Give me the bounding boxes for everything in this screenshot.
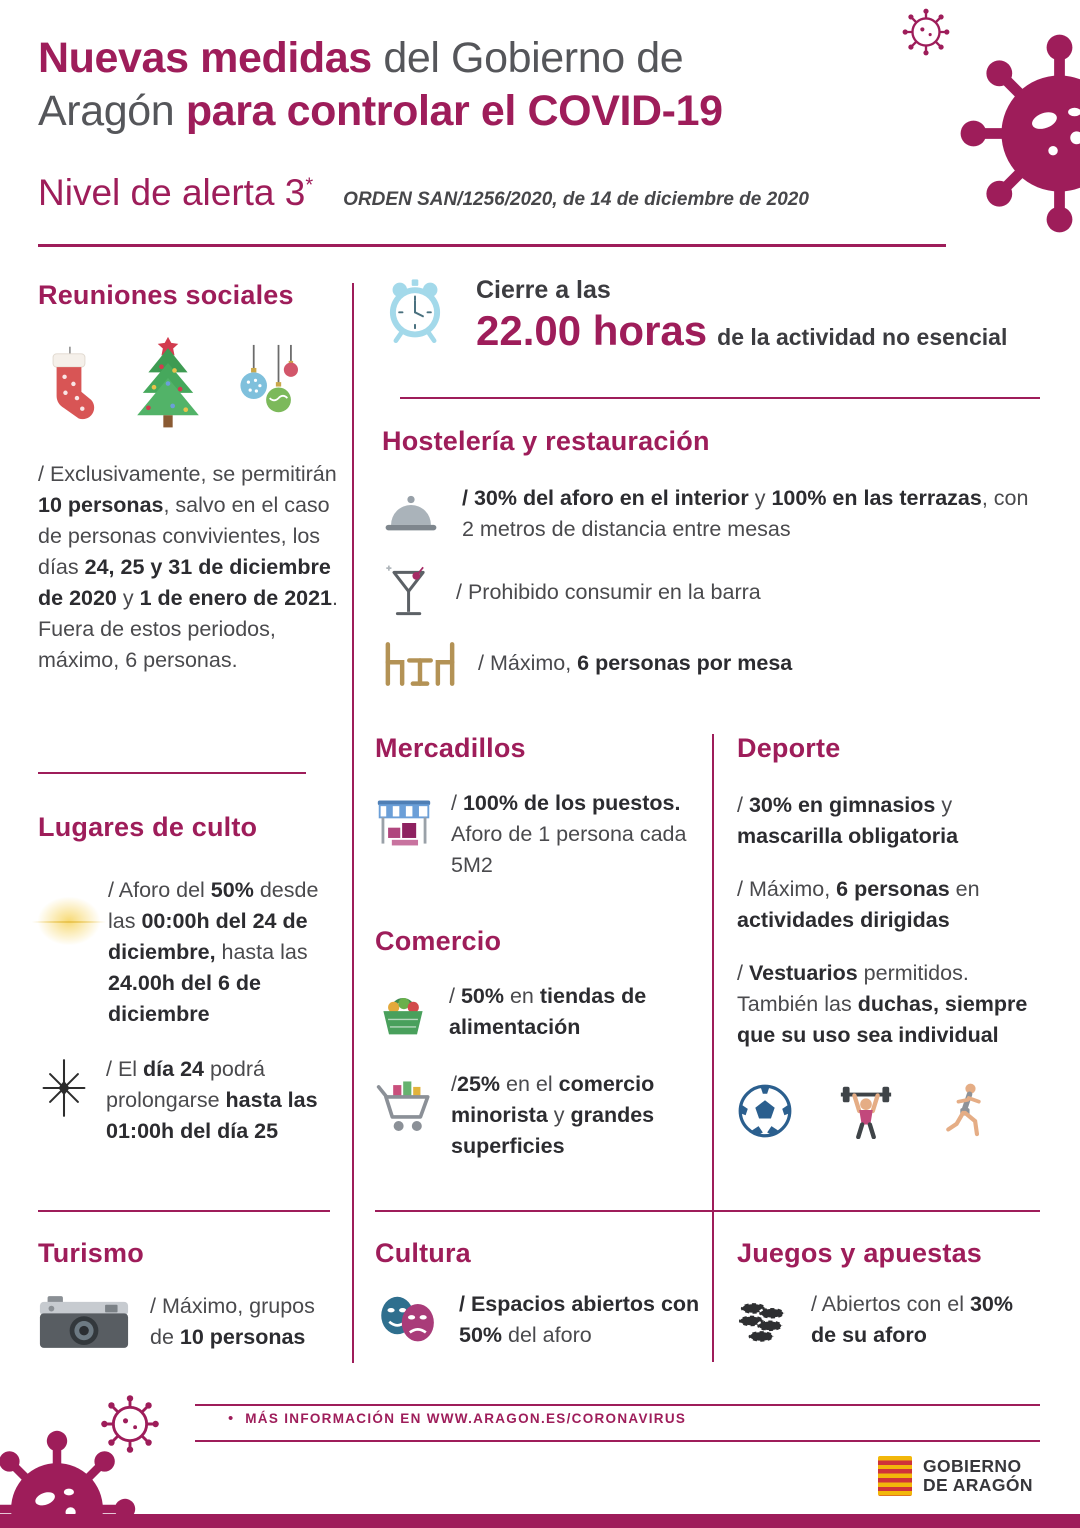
footer-divider-top: [195, 1404, 1040, 1406]
closure-time: 22.00 horas: [476, 307, 708, 354]
running-icon: [939, 1081, 989, 1139]
camera-icon: [38, 1292, 130, 1352]
ornaments-icon: [236, 341, 298, 433]
page-title-line2: [38, 85, 723, 138]
market-stall-icon: [375, 794, 433, 852]
comercio-item-alimentacion: [375, 981, 705, 1043]
footer-message: [245, 1411, 686, 1426]
christmas-icons-row: [38, 331, 338, 433]
section-deporte: [737, 733, 1040, 1139]
aragon-flag-icon: [878, 1456, 912, 1496]
coronavirus-icon: [952, 26, 1080, 241]
footer-info-link[interactable]: WWW.ARAGON.ES/CORONAVIRUS: [426, 1411, 687, 1426]
section-juegos: [737, 1238, 1040, 1351]
theater-masks-icon: [375, 1293, 441, 1347]
hosteleria-barra-text: / Prohibido consumir en la barra: [456, 580, 761, 605]
heading-mercadillos: Mercadillos: [375, 733, 526, 763]
closure-banner: [382, 276, 1042, 355]
title-rest-1: del Gobierno de: [371, 34, 684, 82]
grocery-basket-icon: [375, 984, 431, 1040]
logo-line2: DE ARAGÓN: [923, 1475, 1033, 1495]
christmas-tree-icon: [126, 335, 210, 433]
heading-cultura: Cultura: [375, 1238, 471, 1268]
section-cultura: [375, 1238, 705, 1351]
alert-level-row: [38, 172, 809, 214]
header-divider: [38, 244, 946, 247]
heading-turismo: Turismo: [38, 1238, 144, 1268]
shopping-cart-icon: [375, 1077, 435, 1135]
cloche-icon: [382, 490, 440, 538]
hosteleria-item-barra: [382, 561, 1042, 625]
reuniones-body: / Exclusivamente, se permitirán 10 personas, salvo en el caso de personas convivientes, los días 24, 25 y 31 de diciembre de 2020 y 1 de enero de 2021. Fuera de estos periodos, máximo, 6 personas.: [38, 462, 339, 672]
bottom-accent-bar: [0, 1514, 1080, 1528]
turismo-text: / Máximo, grupos de 10 personas: [150, 1294, 315, 1349]
coronavirus-outline-icon: [900, 6, 952, 58]
footer-divider-bottom: [195, 1440, 1040, 1442]
order-reference: ORDEN SAN/1256/2020, de 14 de diciembre de 2020: [343, 189, 809, 210]
comercio-minorista-text: /25% en el comercio minorista y grandes superficies: [451, 1071, 655, 1158]
logo-line1: GOBIERNO: [923, 1455, 1022, 1476]
title-accent-2: para controlar el COVID-19: [185, 87, 723, 136]
candle-glow-icon: [38, 897, 100, 945]
closure-time-row: [476, 307, 1007, 355]
vertical-divider-left: [352, 283, 354, 1363]
alert-asterisk: *: [305, 174, 314, 197]
mercadillos-text: / 100% de los puestos. Aforo de 1 persona cada 5M2: [451, 791, 687, 877]
heading-comercio: Comercio: [375, 926, 502, 956]
poker-chips-icon: [737, 1293, 791, 1347]
lugares-aforo-text: / Aforo del 50% desde las 00:00h del 24 de diciembre, hasta las 24.00h del 6 de diciembre: [108, 878, 319, 1026]
section-turismo: [38, 1238, 338, 1353]
footer-info-prefix: MÁS INFORMACIÓN EN: [245, 1411, 427, 1426]
footer-bullet: •: [228, 1410, 234, 1427]
alert-level: [38, 172, 313, 214]
turismo-item: [38, 1291, 338, 1353]
weightlifting-icon: [835, 1081, 897, 1139]
lugares-dia24-text: / El día 24 podrá prolongarse hasta las 01:00h del día 25: [106, 1056, 318, 1143]
comercio-alimentacion-text: / 50% en tiendas de alimentación: [449, 984, 647, 1039]
section-lugares-de-culto: [38, 812, 338, 1147]
gobierno-aragon-logo: [878, 1456, 1033, 1496]
left-divider-1: [38, 772, 306, 774]
title-accent-1: Nuevas medidas: [38, 34, 372, 82]
deporte-vestuarios-text: / Vestuarios permitidos. También las duchas, siempre que su uso sea individual: [737, 960, 1028, 1047]
logo-text: [923, 1457, 1033, 1496]
title-dark-2: Aragón: [38, 87, 186, 136]
heading-juegos: Juegos y apuestas: [737, 1238, 983, 1268]
footer-info: [228, 1410, 686, 1427]
banner-divider: [400, 397, 1040, 399]
deporte-gimnasios-text: / 30% en gimnasios y mascarilla obligatoria: [737, 793, 959, 848]
mercadillos-item: [375, 788, 705, 881]
hosteleria-item-aforo: [382, 483, 1042, 545]
section-reuniones-sociales: [38, 280, 338, 676]
section-mercadillos: [375, 733, 705, 881]
hosteleria-item-mesa: [382, 639, 1042, 689]
left-divider-2: [38, 1210, 330, 1212]
heading-deporte: Deporte: [737, 733, 841, 763]
star-icon: [38, 1058, 90, 1118]
alarm-clock-icon: [382, 276, 448, 346]
heading-lugares-de-culto: Lugares de culto: [38, 812, 258, 842]
page-title-line1: [38, 32, 723, 85]
juegos-text: / Abiertos con el 30% de su aforo: [811, 1292, 1013, 1347]
lugares-item-dia24: [38, 1054, 338, 1147]
section-comercio: [375, 926, 705, 1162]
christmas-stocking-icon: [38, 341, 100, 433]
deporte-actividades-text: / Máximo, 6 personas en actividades dirigidas: [737, 876, 980, 932]
coronavirus-icon: [0, 1424, 142, 1528]
cultura-item: [375, 1289, 705, 1351]
alert-level-text: Nivel de alerta 3: [38, 172, 306, 213]
heading-reuniones-sociales: Reuniones sociales: [38, 280, 294, 310]
football-icon: [737, 1083, 793, 1139]
hosteleria-aforo-text: / 30% del aforo en el interior y 100% en las terrazas, con 2 metros de distancia entre mesas: [462, 486, 1029, 541]
closure-text: [476, 276, 1007, 355]
deporte-icons-row: [737, 1081, 1040, 1139]
lugares-item-aforo: [38, 875, 338, 1030]
closure-label: Cierre a las: [476, 276, 611, 304]
comercio-item-minorista: [375, 1069, 705, 1162]
bottom-sections-divider: [375, 1210, 1040, 1212]
section-hosteleria: [382, 426, 1042, 689]
juegos-item: [737, 1289, 1040, 1351]
table-chairs-icon: [382, 639, 458, 689]
hosteleria-mesa-text: / Máximo, 6 personas por mesa: [478, 651, 793, 676]
cultura-text: / Espacios abiertos con 50% del aforo: [459, 1292, 700, 1347]
page-title: [38, 32, 723, 139]
closure-suffix: de la actividad no esencial: [717, 324, 1008, 350]
cocktail-icon: [382, 561, 430, 625]
vertical-divider-right: [712, 734, 714, 1362]
heading-hosteleria: Hostelería y restauración: [382, 426, 710, 456]
